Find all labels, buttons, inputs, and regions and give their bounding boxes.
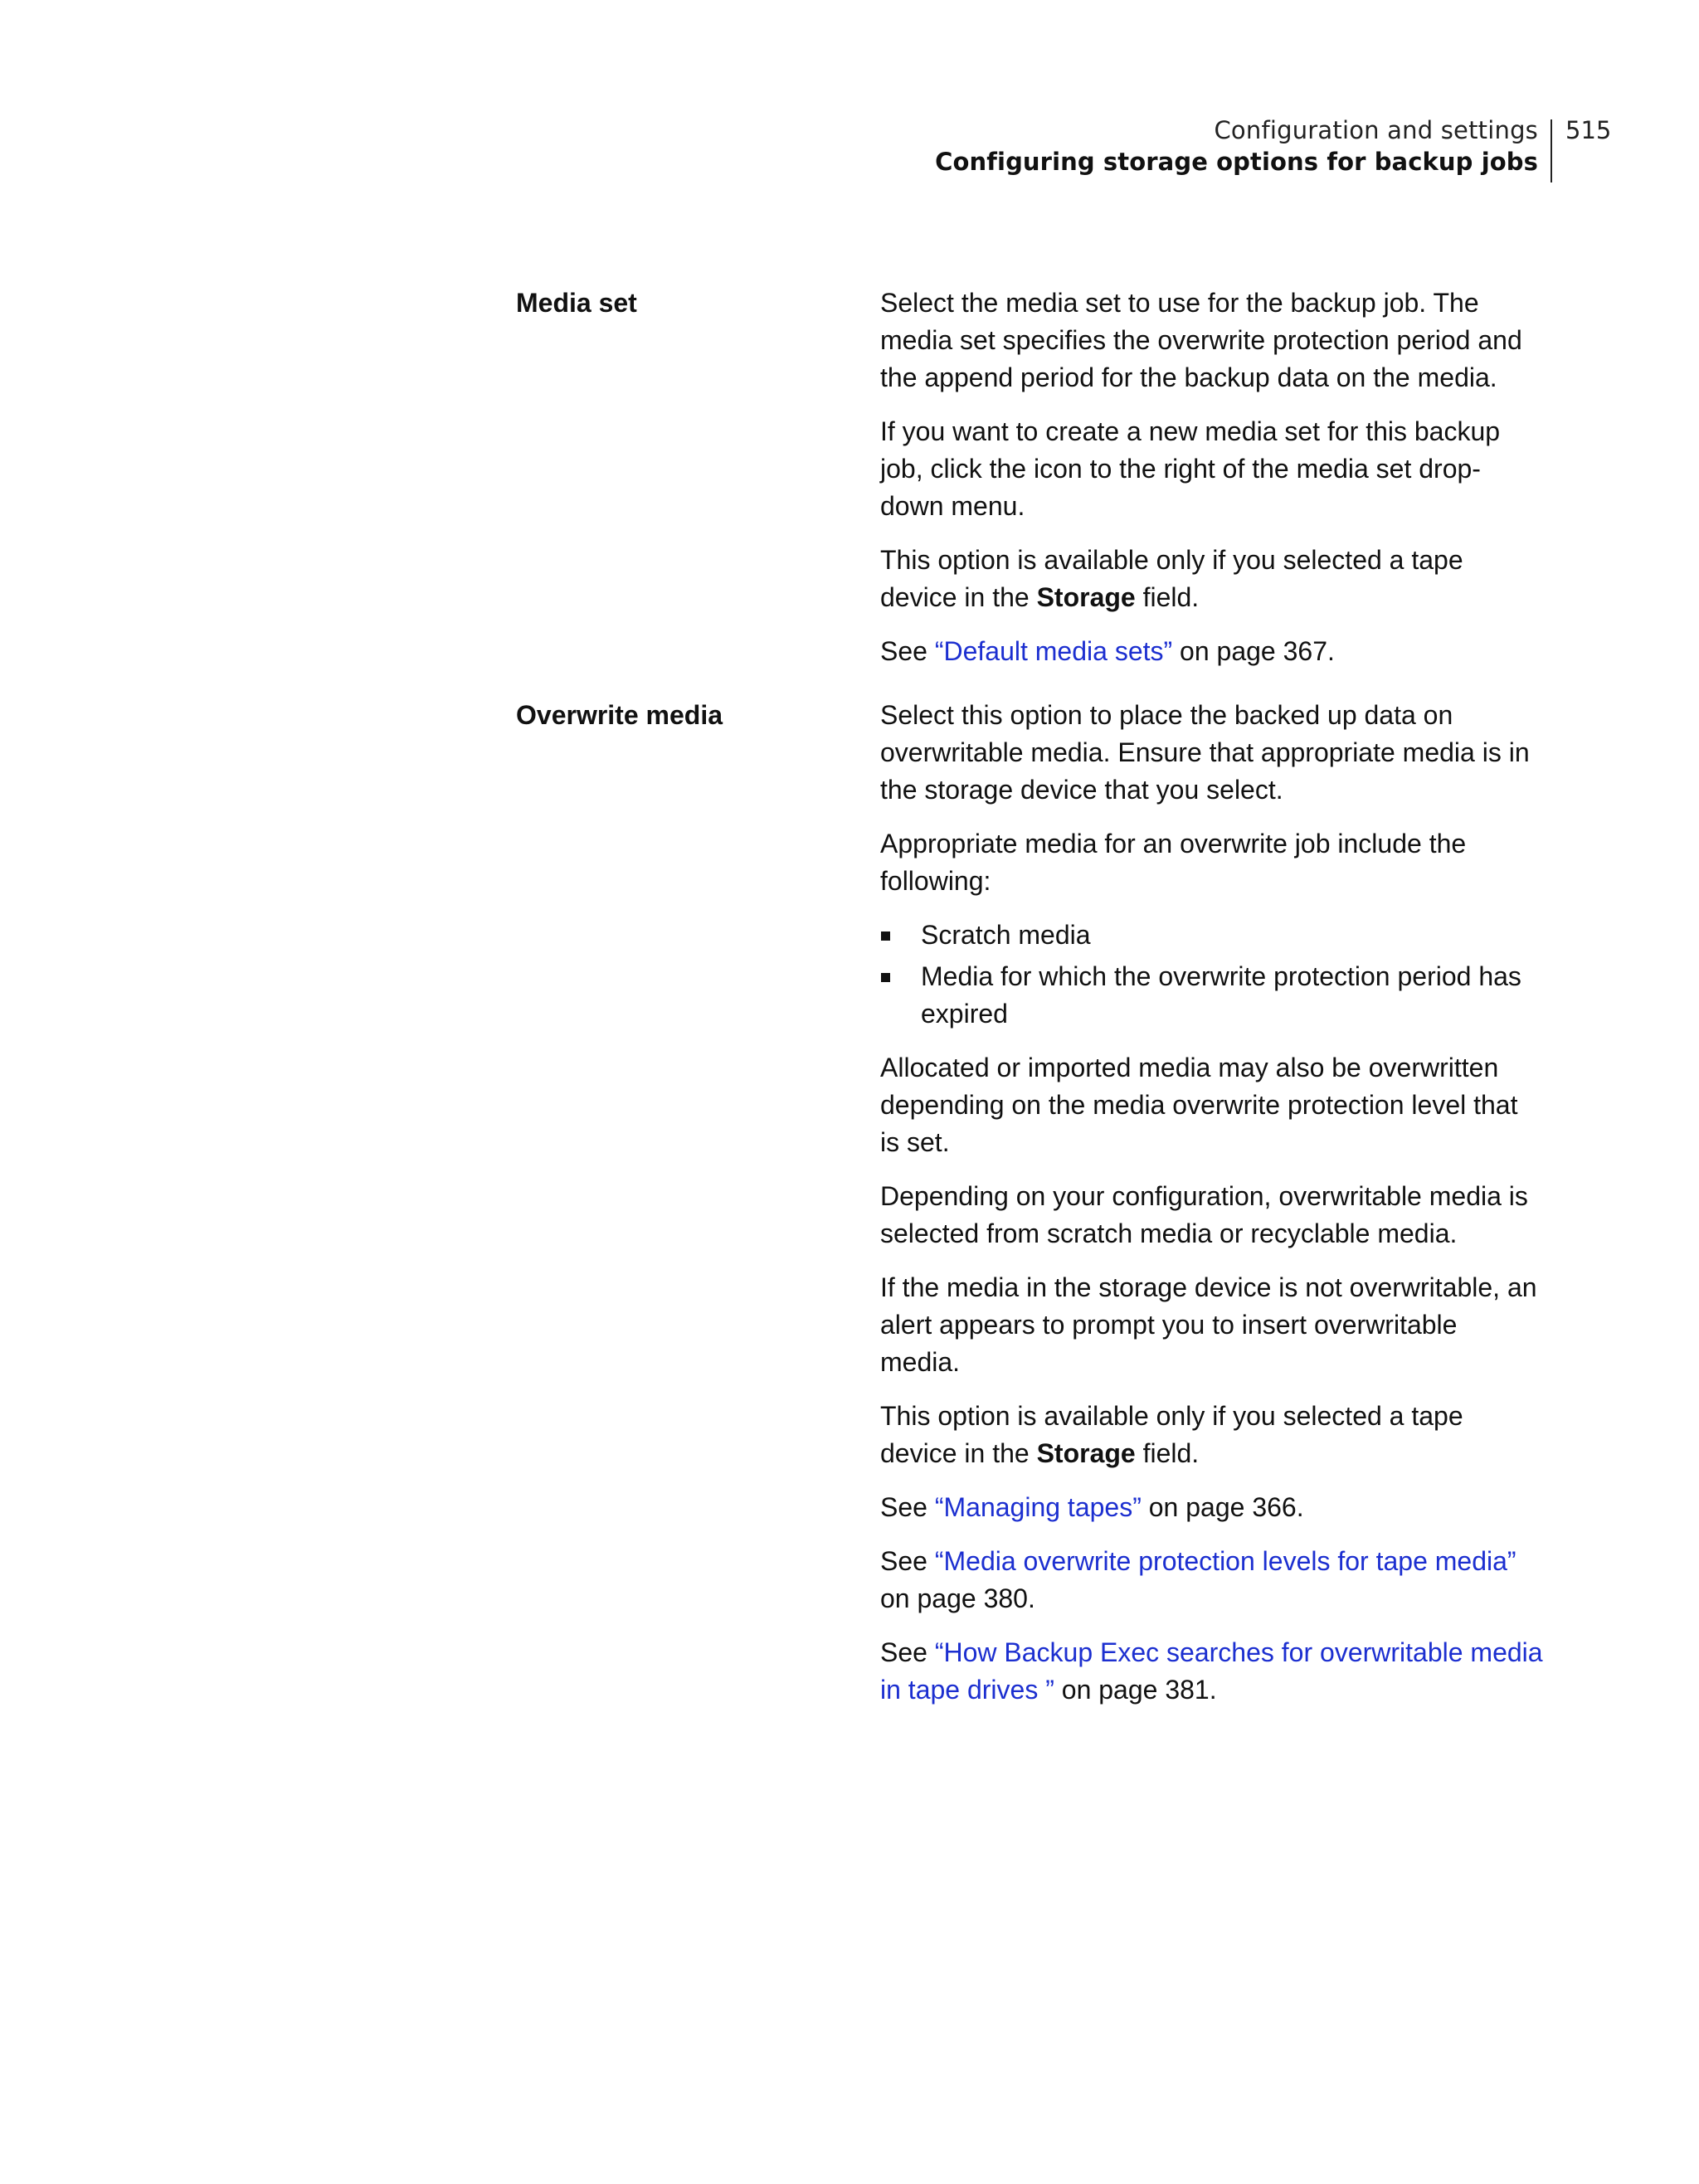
xref-link[interactable]: “How Backup Exec searches for overwritable media in tape drives ” [880,1637,1543,1705]
text: See [880,1492,935,1522]
bullet-list [880,917,1544,1033]
list-item-text: Media for which the overwrite protection period has expired [921,961,1521,1029]
text: on page 366. [1141,1492,1304,1522]
text: on page 367. [1172,636,1335,666]
xref-link[interactable]: “Managing tapes” [934,1492,1142,1522]
paragraph: Appropriate media for an overwrite job include the following: [880,829,1467,896]
text: See [880,1546,935,1576]
paragraph: Select the media set to use for the backup job. The media set specifies the overwrite protection period and the append period for the backup data on the media. [880,288,1522,392]
paragraph: If you want to create a new media set for this backup job, click the icon to the right of the media set drop-down menu. [880,416,1501,521]
cross-reference [880,1489,1544,1526]
chapter-title: Configuration and settings [1214,116,1538,144]
bold-term: Storage [1036,1438,1136,1468]
option-term: Media set [516,288,637,318]
text: This option is available only if you selected a tape device in the [880,545,1463,612]
xref-link[interactable]: “Default media sets” [934,636,1173,666]
paragraph: Allocated or imported media may also be overwritten depending on the media overwrite protection level that is set. [880,1053,1518,1157]
option-description [880,285,1544,687]
section-title: Configuring storage options for backup jobs [935,148,1538,176]
page-number: 515 [1565,116,1612,144]
text: field. [1135,1438,1200,1468]
xref-link[interactable]: “Media overwrite protection levels for tape media” [934,1546,1516,1576]
paragraph [880,542,1544,616]
text: See [880,1637,935,1667]
paragraph: Select this option to place the backed up data on overwritable media. Ensure that appropriate media is in the storage device that you select. [880,700,1530,805]
option-description [880,697,1544,1725]
option-term: Overwrite media [516,700,723,730]
running-header-text [935,114,1538,178]
text: on page 380. [880,1583,1035,1613]
paragraph: If the media in the storage device is not overwritable, an alert appears to prompt you to insert overwritable media. [880,1272,1537,1377]
paragraph [880,1398,1544,1472]
running-header [0,114,1699,189]
list-item-text: Scratch media [921,920,1091,950]
text: field. [1135,582,1200,612]
square-bullet-icon [881,973,890,982]
bold-term: Storage [1036,582,1136,612]
cross-reference [880,1543,1544,1617]
cross-reference [880,633,1544,670]
header-divider [1551,119,1552,182]
square-bullet-icon [881,931,890,941]
text: See [880,636,935,666]
text: on page 381. [1054,1675,1217,1705]
list-item [880,917,1544,954]
cross-reference [880,1634,1544,1709]
text: This option is available only if you selected a tape device in the [880,1401,1463,1468]
list-item [880,958,1544,1033]
paragraph: Depending on your configuration, overwritable media is selected from scratch media or recyclable media. [880,1181,1528,1248]
